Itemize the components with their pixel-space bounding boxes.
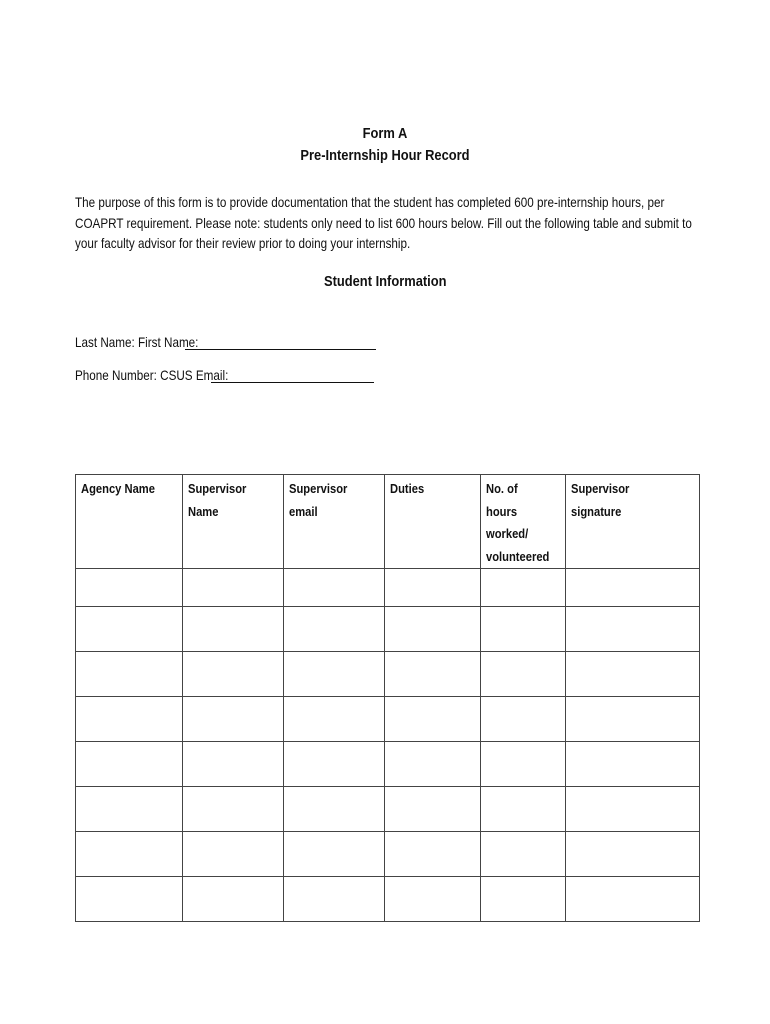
table-cell[interactable] bbox=[566, 569, 700, 607]
name-field-row bbox=[75, 335, 230, 350]
table-cell[interactable] bbox=[76, 607, 183, 652]
table-cell[interactable] bbox=[183, 569, 284, 607]
contact-field-label: Phone Number: CSUS Email: _ bbox=[75, 368, 239, 383]
table-cell[interactable] bbox=[385, 832, 481, 877]
table-cell[interactable] bbox=[481, 832, 566, 877]
table-cell[interactable] bbox=[76, 569, 183, 607]
table-row bbox=[76, 652, 700, 697]
table-cell[interactable] bbox=[76, 877, 183, 922]
table-cell[interactable] bbox=[385, 652, 481, 697]
table-row bbox=[76, 697, 700, 742]
table-cell[interactable] bbox=[76, 742, 183, 787]
purpose-paragraph: The purpose of this form is to provide documentation that the student has completed 600 pre-internship hours, per COAPRT requirement. Please note: students only need to list 600 hours below. Fill out the following table and submit to your faculty advisor for their review prior to doing your internship. bbox=[75, 195, 692, 251]
contact-input-line[interactable] bbox=[211, 382, 374, 383]
table-cell[interactable] bbox=[566, 742, 700, 787]
table-row bbox=[76, 607, 700, 652]
table-cell[interactable] bbox=[481, 607, 566, 652]
table-cell[interactable] bbox=[284, 652, 385, 697]
table-cell[interactable] bbox=[183, 652, 284, 697]
table-cell[interactable] bbox=[284, 832, 385, 877]
table-cell[interactable] bbox=[183, 832, 284, 877]
table-header-row bbox=[76, 475, 700, 569]
table-cell[interactable] bbox=[566, 832, 700, 877]
table-cell[interactable] bbox=[481, 652, 566, 697]
column-header-supervisor-name: Supervisor Name bbox=[183, 475, 284, 569]
contact-field-row bbox=[75, 368, 265, 383]
table-cell[interactable] bbox=[385, 877, 481, 922]
name-input-line[interactable] bbox=[185, 349, 376, 350]
table-cell[interactable] bbox=[284, 569, 385, 607]
column-header-supervisor-email: Supervisor email bbox=[284, 475, 385, 569]
table-cell[interactable] bbox=[284, 697, 385, 742]
table-cell[interactable] bbox=[385, 787, 481, 832]
table-cell[interactable] bbox=[76, 697, 183, 742]
column-header-supervisor-signature: Supervisor signature bbox=[566, 475, 700, 569]
form-title-block bbox=[0, 123, 770, 167]
student-information-heading bbox=[0, 273, 770, 290]
table-cell[interactable] bbox=[566, 607, 700, 652]
table-cell[interactable] bbox=[183, 607, 284, 652]
table-cell[interactable] bbox=[481, 787, 566, 832]
table-body bbox=[76, 569, 700, 922]
table-cell[interactable] bbox=[76, 787, 183, 832]
table-row bbox=[76, 832, 700, 877]
table-row bbox=[76, 877, 700, 922]
table-cell[interactable] bbox=[385, 607, 481, 652]
table-cell[interactable] bbox=[481, 697, 566, 742]
table-cell[interactable] bbox=[385, 569, 481, 607]
table-cell[interactable] bbox=[183, 742, 284, 787]
table-cell[interactable] bbox=[481, 742, 566, 787]
student-information-heading-text: Student Information bbox=[323, 273, 447, 290]
table-cell[interactable] bbox=[284, 607, 385, 652]
table-cell[interactable] bbox=[284, 877, 385, 922]
column-header-duties: Duties bbox=[385, 475, 481, 569]
table-cell[interactable] bbox=[481, 877, 566, 922]
table-cell[interactable] bbox=[284, 787, 385, 832]
table-row bbox=[76, 787, 700, 832]
column-header-agency-name: Agency Name bbox=[76, 475, 183, 569]
hours-table bbox=[75, 474, 700, 922]
table-cell[interactable] bbox=[566, 652, 700, 697]
table-cell[interactable] bbox=[76, 832, 183, 877]
table-cell[interactable] bbox=[183, 787, 284, 832]
table-cell[interactable] bbox=[385, 697, 481, 742]
table-cell[interactable] bbox=[183, 877, 284, 922]
page-title: Pre-Internship Hour Record bbox=[300, 147, 470, 164]
table-row bbox=[76, 569, 700, 607]
table-cell[interactable] bbox=[566, 787, 700, 832]
table-cell[interactable] bbox=[566, 697, 700, 742]
column-header-hours: No. of hours worked/ volunteered bbox=[481, 475, 566, 569]
table-cell[interactable] bbox=[385, 742, 481, 787]
table-cell[interactable] bbox=[481, 569, 566, 607]
table-row bbox=[76, 742, 700, 787]
name-field-label: Last Name: First Name: _ bbox=[75, 335, 209, 350]
form-label: Form A bbox=[362, 125, 408, 142]
table-cell[interactable] bbox=[76, 652, 183, 697]
table-cell[interactable] bbox=[284, 742, 385, 787]
table-cell[interactable] bbox=[566, 877, 700, 922]
table-cell[interactable] bbox=[183, 697, 284, 742]
